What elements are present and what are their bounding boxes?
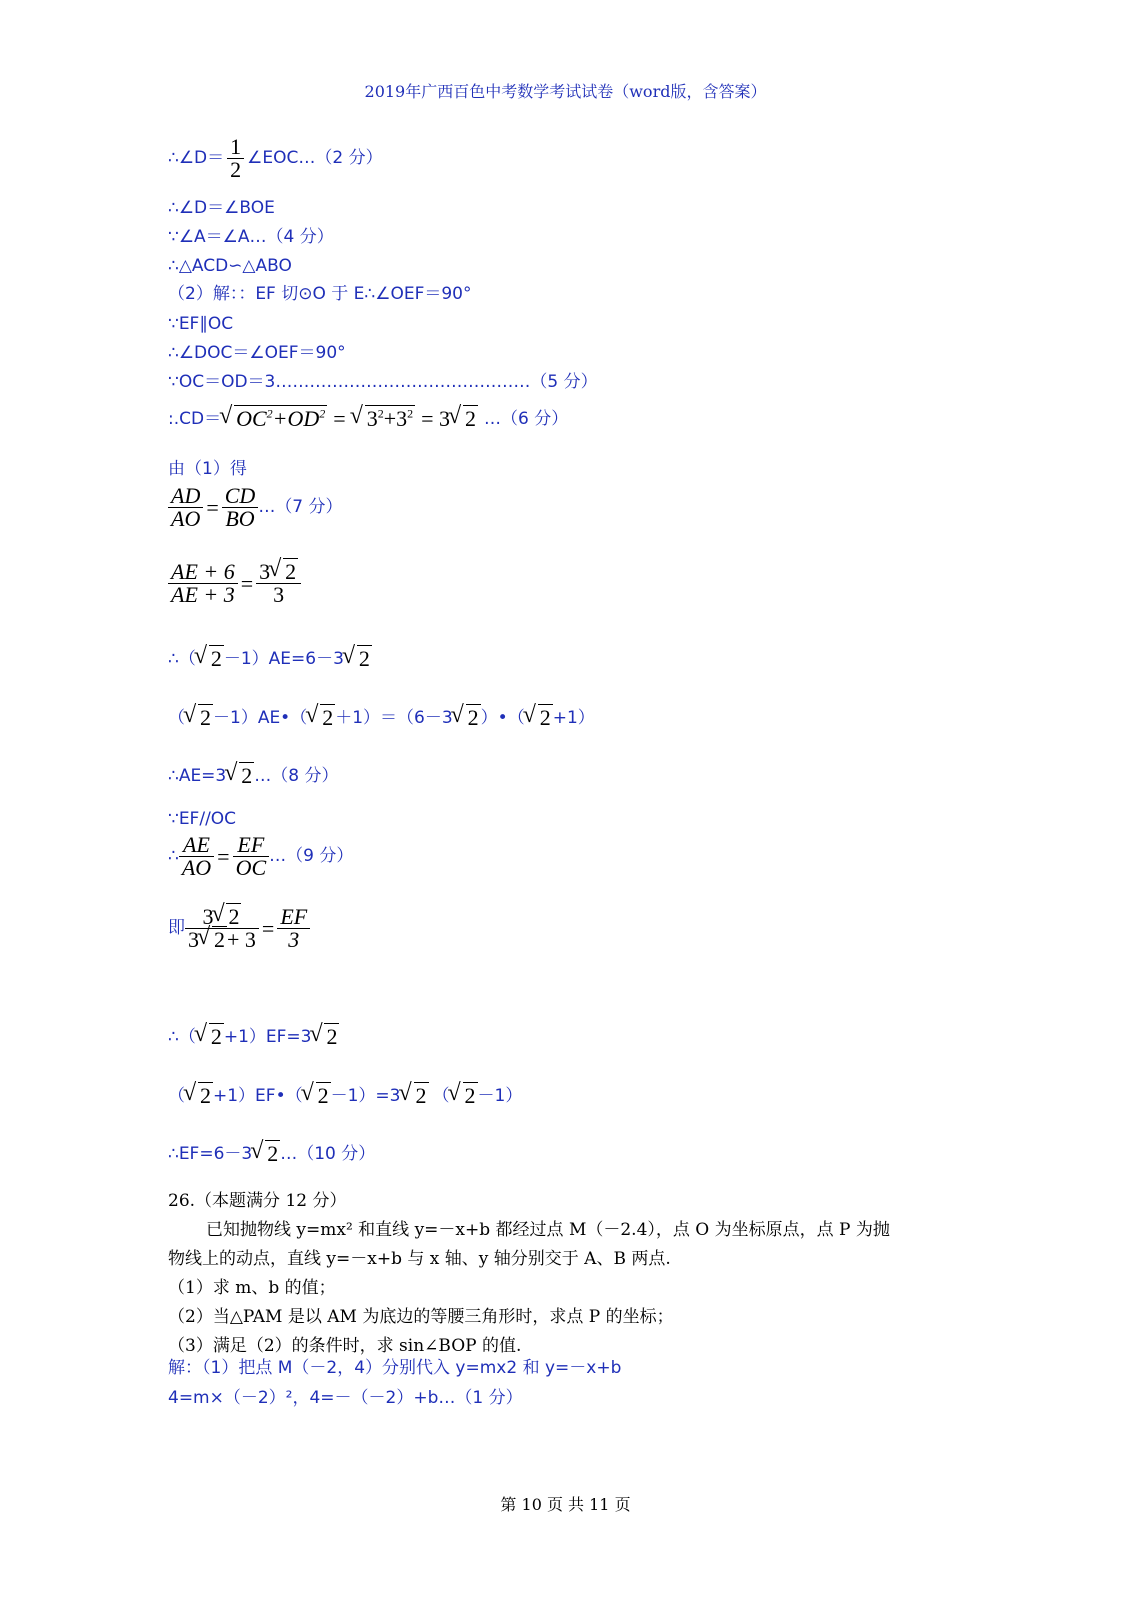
numerator: EF xyxy=(277,906,310,929)
text: …（10 分） xyxy=(280,1143,376,1164)
radicand: 2 xyxy=(326,1024,338,1049)
question-26-title: 26.（本题满分 12 分） xyxy=(168,1191,347,1211)
text: ∴EF=6－3 xyxy=(168,1143,253,1164)
text: －1）=3 xyxy=(330,1085,401,1106)
radicand: 2 xyxy=(539,705,551,730)
text: +1） xyxy=(552,707,595,728)
line-16: ∵EF//OC xyxy=(168,809,237,829)
fraction-denominator: 2 xyxy=(230,157,242,182)
oc-term: OC xyxy=(236,406,267,432)
equals-sign: = xyxy=(333,406,346,432)
denominator: BO xyxy=(225,506,255,531)
line-12 xyxy=(168,561,301,606)
fraction-half xyxy=(227,136,244,181)
equals-sign: = xyxy=(206,494,219,520)
fraction-left xyxy=(185,906,259,951)
equals-three: = 3 xyxy=(421,406,451,432)
line-17-suffix: …（9 分） xyxy=(269,846,354,866)
numerator: AE + 6 xyxy=(168,561,238,584)
text: +1）EF=3 xyxy=(223,1026,312,1047)
radicand: 2 xyxy=(317,1083,329,1108)
denominator: AO xyxy=(181,855,212,880)
line-1 xyxy=(168,136,383,181)
text: －1）AE=6－3 xyxy=(223,648,344,669)
text: （ xyxy=(432,1085,450,1106)
question-26-paragraph-1: 已知抛物线 y=mx² 和直线 y=－x+b 都经过点 M（－2.4），点 O 为坐标原点，点 P 为抛 xyxy=(206,1220,890,1240)
line-21 xyxy=(168,1143,375,1165)
line-7: ∴∠DOC＝∠OEF＝90° xyxy=(168,343,346,363)
question-26-part-2: （2）当△PAM 是以 AM 为底边的等腰三角形时，求点 P 的坐标； xyxy=(168,1307,674,1327)
line-6: ∵EF∥OC xyxy=(168,314,234,334)
numerator: AE xyxy=(179,834,214,857)
solution-line-1: 解：（1）把点 M（－2，4）分别代入 y=mx2 和 y=－x+b xyxy=(168,1358,622,1378)
sqrt-two xyxy=(453,707,481,729)
sqrt-oc-od: √ $OC^2+OD^2$ xyxy=(221,408,327,430)
equals-sign: = xyxy=(217,843,230,869)
coef: 3 xyxy=(259,559,271,584)
text: －1）AE•（ xyxy=(213,707,308,728)
three-term: 3 xyxy=(366,406,378,432)
text: （ xyxy=(168,1085,185,1106)
sqrt-two xyxy=(213,906,241,928)
line-15 xyxy=(168,765,338,787)
radicand: 2 xyxy=(267,1141,279,1166)
three-term-2: +3 xyxy=(383,406,408,432)
line-11 xyxy=(168,485,343,530)
line-9-suffix: …（6 分） xyxy=(484,408,569,429)
fraction-numerator: 1 xyxy=(227,136,244,159)
denominator: AO xyxy=(171,506,201,531)
sqrt-two xyxy=(252,1143,280,1165)
radicand: 2 xyxy=(464,1083,476,1108)
sqrt-two xyxy=(450,1085,478,1107)
fraction-ef-3 xyxy=(277,906,310,951)
radicand: 2 xyxy=(415,1083,427,1108)
text: ∴（ xyxy=(168,648,196,669)
fraction-ef-oc xyxy=(233,834,270,879)
question-26-part-1: （1）求 m、b 的值； xyxy=(168,1278,336,1298)
numerator: AD xyxy=(168,485,203,508)
text: ）•（ xyxy=(480,707,525,728)
solution-line-2: 4=m×（－2）²，4=－（－2）+b…（1 分） xyxy=(168,1388,523,1408)
text: +1）EF•（ xyxy=(213,1085,303,1106)
sqrt-two xyxy=(344,648,372,670)
radicand: 2 xyxy=(467,705,479,730)
radicand: 2 xyxy=(214,927,225,952)
radicand: 2 xyxy=(241,763,253,788)
denominator xyxy=(185,929,259,951)
sqrt-two xyxy=(270,561,298,583)
sqrt-two xyxy=(450,408,478,430)
line-9 xyxy=(168,408,568,430)
line-20 xyxy=(168,1085,522,1107)
sqrt-two xyxy=(307,707,335,729)
sqrt-two xyxy=(303,1085,331,1107)
sqrt-two xyxy=(185,1085,213,1107)
text: －1） xyxy=(477,1085,523,1106)
line-14 xyxy=(168,707,595,729)
coef: 3 xyxy=(202,904,214,929)
line-13 xyxy=(168,648,372,670)
line-10: 由（1）得 xyxy=(168,459,247,479)
page-footer: 第 10 页 共 11 页 xyxy=(500,1495,631,1514)
radicand: 2 xyxy=(210,646,222,671)
denominator: AE + 3 xyxy=(171,582,235,607)
line-5: （2）解：：EF 切⊙O 于 E∴∠OEF＝90° xyxy=(168,284,472,304)
line-8: ∵OC＝OD＝3………………………………………（5 分） xyxy=(168,372,598,392)
line-4: ∴△ACD∽△ABO xyxy=(168,256,292,276)
sqrt-two xyxy=(199,929,227,951)
line-2: ∴∠D＝∠BOE xyxy=(168,198,275,218)
numerator xyxy=(256,561,301,584)
equals-sign: = xyxy=(240,570,254,596)
sqrt-two xyxy=(226,765,254,787)
sqrt-two xyxy=(311,1026,339,1048)
text: （ xyxy=(168,707,185,728)
equals-sign: = xyxy=(261,915,275,941)
radicand: 2 xyxy=(228,904,240,929)
sqrt-two xyxy=(185,707,213,729)
coef: 3 xyxy=(188,927,199,952)
radicand: 2 xyxy=(285,559,297,584)
line-1-suffix: ∠EOC…（2 分） xyxy=(247,148,383,168)
fraction-three-root-two xyxy=(256,561,301,606)
question-26-part-3: （3）满足（2）的条件时，求 sin∠BOP 的值. xyxy=(168,1336,522,1356)
fraction-cd-bo xyxy=(222,485,259,530)
denominator: 3 xyxy=(288,927,300,952)
radicand: 2 xyxy=(358,646,370,671)
denominator: 3 xyxy=(273,582,285,607)
radicand: 2 xyxy=(200,705,211,730)
line-17 xyxy=(168,834,353,879)
line-9-prefix: :.CD＝ xyxy=(168,408,222,429)
question-26-paragraph-2: 物线上的动点，直线 y=－x+b 与 x 轴、y 轴分别交于 A、B 两点. xyxy=(168,1249,671,1269)
sqrt-two xyxy=(525,707,553,729)
line-3: ∵∠A＝∠A…（4 分） xyxy=(168,227,334,247)
text: 即 xyxy=(168,918,185,938)
fraction-ae-ao xyxy=(179,834,214,879)
radicand: 2 xyxy=(465,406,477,432)
sqrt-two xyxy=(401,1085,429,1107)
line-18 xyxy=(168,906,310,951)
od-term: +OD xyxy=(272,406,320,432)
line-11-suffix: …（7 分） xyxy=(258,497,343,517)
line-1-prefix: ∴∠D＝ xyxy=(168,148,225,168)
sqrt-two xyxy=(196,648,224,670)
numerator: EF xyxy=(233,834,270,857)
radicand: 2 xyxy=(210,1024,222,1049)
page-header: 2019年广西百色中考数学考试试卷（word版，含答案） xyxy=(364,82,767,101)
fraction-ad-ao xyxy=(168,485,203,530)
sqrt-three-three: √ $3^2+3^2$ xyxy=(352,408,415,430)
sqrt-two xyxy=(196,1026,224,1048)
text: …（8 分） xyxy=(254,765,339,786)
fraction-ae xyxy=(168,561,238,606)
plus-three: + 3 xyxy=(227,927,256,952)
line-19 xyxy=(168,1026,339,1048)
numerator: CD xyxy=(222,485,259,508)
radicand: 2 xyxy=(200,1083,211,1108)
text: ＋1）＝（6－3 xyxy=(335,707,453,728)
text: ∴AE=3 xyxy=(168,765,227,786)
radicand: 2 xyxy=(322,705,334,730)
therefore-sign: ∴ xyxy=(168,846,179,866)
text: ∴（ xyxy=(168,1026,196,1047)
denominator: OC xyxy=(235,855,267,880)
